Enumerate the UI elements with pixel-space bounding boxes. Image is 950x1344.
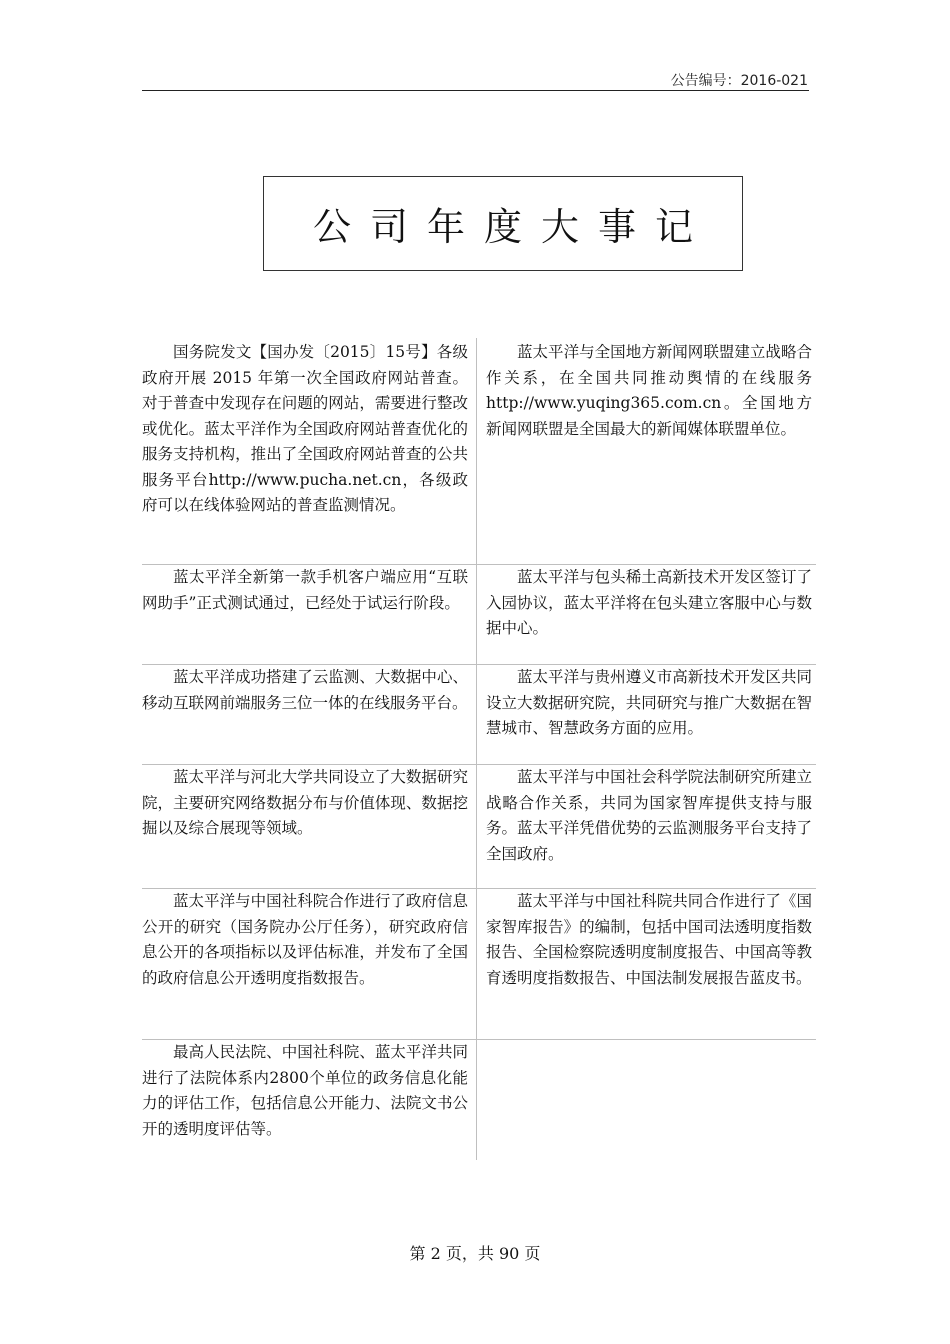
event-entry: 蓝太平洋与包头稀土高新技术开发区签订了入园协议，蓝太平洋将在包头建立客服中心与数据中心。 [486, 568, 812, 637]
header-divider [142, 90, 809, 91]
event-entry: 蓝太平洋与河北大学共同设立了大数据研究院，主要研究网络数据分布与价值体现、数据挖掘以及综合展现等领域。 [142, 768, 468, 837]
events-grid [142, 338, 816, 1162]
page-number: 第 2 页，共 90 页 [409, 1244, 541, 1263]
title-box [263, 176, 743, 271]
event-entry: 蓝太平洋与中国社科院合作进行了政府信息公开的研究（国务院办公厅任务），研究政府信息公开的各项指标以及评估标准，并发布了全国的政府信息公开透明度指数报告。 [142, 892, 468, 987]
page-title: 公司年度大事记 [312, 205, 712, 249]
event-entry: 蓝太平洋与贵州遵义市高新技术开发区共同设立大数据研究院，共同研究与推广大数据在智慧城市、智慧政务方面的应用。 [486, 668, 812, 737]
event-entry: 蓝太平洋成功搭建了云监测、大数据中心、移动互联网前端服务三位一体的在线服务平台。 [142, 668, 468, 712]
event-row [142, 888, 816, 1039]
event-row [142, 338, 816, 564]
event-entry: 蓝太平洋与中国社会科学院法制研究所建立战略合作关系，共同为国家智库提供支持与服务。蓝太平洋凭借优势的云监测服务平台支持了全国政府。 [486, 768, 812, 863]
event-entry: 国务院发文【国办发〔2015〕15号】各级政府开展 2015 年第一次全国政府网站普查。对于普查中发现存在问题的网站，需要进行整改或优化。蓝太平洋作为全国政府网站普查优化的服务支持机构，推出了全国政府网站普查的公共服务平台http://www.pucha.net.cn，各级政府可以在线体验网站的普查监测情况。 [142, 343, 468, 514]
event-row [142, 564, 816, 664]
event-row [142, 664, 816, 764]
event-entry: 最高人民法院、中国社科院、蓝太平洋共同进行了法院体系内2800个单位的政务信息化能力的评估工作，包括信息公开能力、法院文书公开的透明度评估等。 [142, 1043, 468, 1138]
event-row [142, 1039, 816, 1162]
event-entry: 蓝太平洋与全国地方新闻网联盟建立战略合作关系，在全国共同推动舆情的在线服务 http://www.yuqing365.com.cn。全国地方新闻网联盟是全国最大的新闻媒体联盟单位。 [486, 343, 812, 438]
notice-number: 公告编号：2016-021 [670, 73, 808, 89]
event-entry: 蓝太平洋与中国社科院共同合作进行了《国家智库报告》的编制，包括中国司法透明度指数报告、全国检察院透明度制度报告、中国高等教育透明度指数报告、中国法制发展报告蓝皮书。 [486, 892, 812, 987]
event-entry: 蓝太平洋全新第一款手机客户端应用“互联网助手”正式测试通过，已经处于试运行阶段。 [142, 568, 468, 612]
event-row [142, 764, 816, 888]
